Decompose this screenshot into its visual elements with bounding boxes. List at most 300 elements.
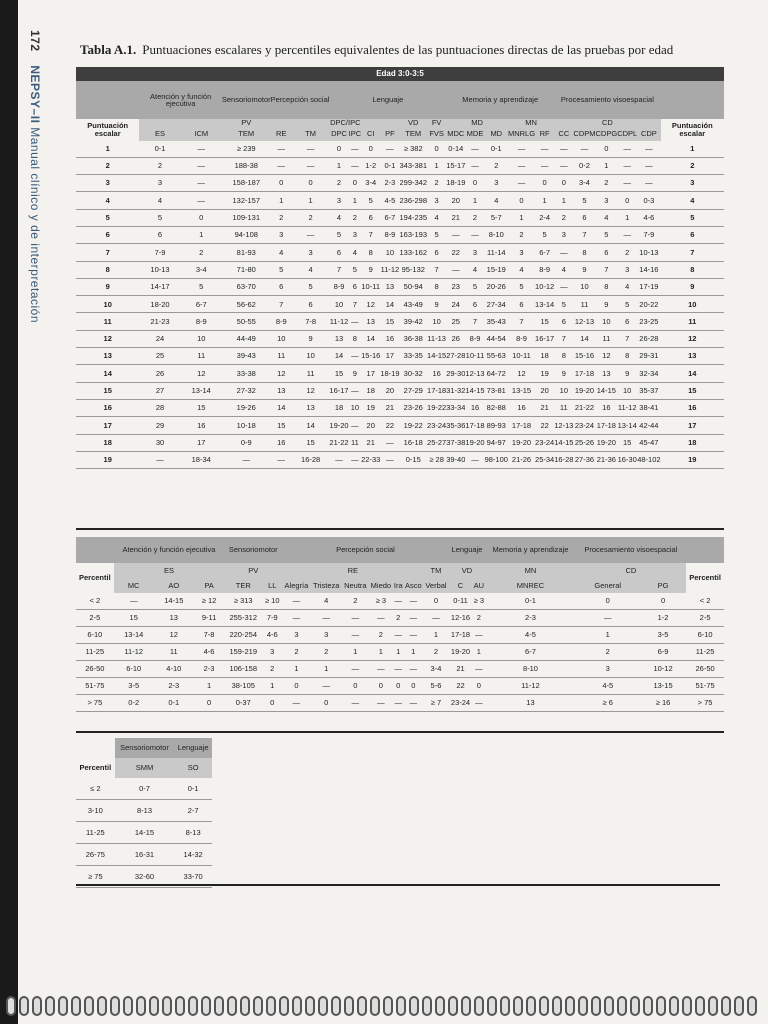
table-cell: 10-18 — [222, 417, 271, 434]
table-row — [76, 278, 724, 295]
spiral-ring — [45, 996, 55, 1016]
spiral-ring — [6, 996, 16, 1016]
table-cell: — — [282, 610, 310, 627]
table-cell: 23-24 — [535, 434, 554, 451]
table-cell: 2 — [76, 157, 139, 174]
table-cell: — — [342, 610, 369, 627]
table-cell: 0-1 — [174, 778, 212, 800]
t2-sub-es: ES — [163, 566, 174, 576]
table-cell: 13 — [380, 278, 399, 295]
table-cell: — — [271, 157, 292, 174]
table-cell: 15-16 — [573, 348, 595, 365]
table-cell: 25-27 — [427, 434, 446, 451]
t2-group-sensorimotor: Sensoriomotor — [224, 537, 282, 563]
group-social: Percepción social — [271, 81, 330, 119]
book-title-rest: Manual clínico y de interpretación — [28, 123, 42, 324]
table-cell: 3 — [282, 627, 310, 644]
table-cell: 27-28 — [446, 348, 465, 365]
table-cell: 20 — [535, 382, 554, 399]
table-cell: 255-312 — [224, 610, 262, 627]
table-cell: 18-34 — [181, 451, 222, 468]
table-cell: ≥ 3 — [369, 593, 393, 610]
table-cell: 13-14 — [535, 296, 554, 313]
spiral-ring — [396, 996, 406, 1016]
page-number: 172 — [28, 30, 42, 52]
table-cell: 33-34 — [446, 399, 465, 416]
table-cell: 23-26 — [400, 399, 428, 416]
table-cell: 15-17 — [446, 157, 465, 174]
table-cell: 5 — [329, 226, 348, 243]
table-cell: 22 — [535, 417, 554, 434]
table-cell: ≥ 7 — [423, 695, 448, 712]
table-cell: — — [380, 434, 399, 451]
table-cell: — — [369, 610, 393, 627]
table-cell: 16-18 — [400, 434, 428, 451]
table-cell: 0 — [282, 678, 310, 695]
sub-vd: VD — [408, 119, 419, 127]
table-cell: 7 — [596, 261, 618, 278]
table-cell: 6 — [554, 313, 573, 330]
table-cell: 23-24 — [449, 695, 473, 712]
table-cell: 163-193 — [400, 226, 428, 243]
table-cell: 16-28 — [554, 451, 573, 468]
spiral-ring — [175, 996, 185, 1016]
table-cell: 4 — [617, 278, 637, 295]
table-cell: — — [535, 141, 554, 158]
table3-bottom-rule — [76, 884, 720, 886]
table-cell: 95-132 — [400, 261, 428, 278]
table-cell: — — [292, 141, 330, 158]
table-cell: 0-7 — [115, 778, 175, 800]
table-cell: 17-18 — [449, 627, 473, 644]
table-cell: 10-13 — [637, 244, 660, 261]
table-cell: 23-25 — [637, 313, 660, 330]
table-cell: — — [380, 451, 399, 468]
table-cell: — — [637, 157, 660, 174]
table-row — [76, 627, 724, 644]
t2-col-header: Tristeza — [313, 581, 340, 591]
table-row — [76, 800, 212, 822]
table-cell: 30 — [139, 434, 180, 451]
table-cell: 12 — [154, 627, 194, 644]
table-cell: 158-187 — [222, 175, 271, 192]
table-cell: — — [423, 610, 448, 627]
table-cell: 159-219 — [224, 644, 262, 661]
spiral-ring — [279, 996, 289, 1016]
sub-md: MD — [471, 119, 483, 127]
spiral-ring — [435, 996, 445, 1016]
table-cell: — — [637, 141, 660, 158]
table-cell: 35-43 — [485, 313, 508, 330]
spiral-ring — [123, 996, 133, 1016]
table-cell: 15 — [380, 313, 399, 330]
table-cell: 0 — [271, 175, 292, 192]
table-cell: 2 — [576, 644, 640, 661]
table-cell: 20 — [380, 382, 399, 399]
table-cell: 51-75 — [76, 678, 114, 695]
table-cell: 37-38 — [446, 434, 465, 451]
t1-col-header: PF — [385, 128, 395, 138]
table-cell: 4-6 — [194, 644, 224, 661]
table-cell: 3 — [262, 644, 282, 661]
t1-col-header: CC — [558, 128, 570, 138]
table-cell: 6 — [465, 296, 484, 313]
table-cell: 51-75 — [686, 678, 724, 695]
table-cell: 9 — [554, 365, 573, 382]
table-cell: 12 — [76, 330, 139, 347]
table-cell: 0-15 — [400, 451, 428, 468]
table-cell: — — [181, 141, 222, 158]
table-cell: — — [181, 175, 222, 192]
table-cell: 6 — [361, 209, 380, 226]
table-cell: 3 — [554, 226, 573, 243]
spiral-ring — [617, 996, 627, 1016]
table-cell: 0-2 — [573, 157, 595, 174]
table-cell: 11-14 — [485, 244, 508, 261]
table-row — [76, 822, 212, 844]
table-cell: 10-13 — [139, 261, 180, 278]
table-cell: 0-1 — [485, 141, 508, 158]
table-cell: 17 — [661, 417, 724, 434]
table-cell: 10 — [596, 313, 618, 330]
table-cell: — — [349, 141, 362, 158]
table-cell: 11-12 — [380, 261, 399, 278]
table-cell: 0 — [403, 678, 423, 695]
table-cell: 22 — [446, 244, 465, 261]
t2-col-header: TER — [235, 581, 251, 591]
spiral-ring — [539, 996, 549, 1016]
table-cell: 16 — [661, 399, 724, 416]
table-cell: 45-47 — [637, 434, 660, 451]
table-cell: 2-7 — [174, 800, 212, 822]
t1-col-header: MD — [490, 128, 503, 138]
table-cell: 33-38 — [222, 365, 271, 382]
table-cell: 15 — [114, 610, 154, 627]
t2-group-social: Percepción social — [282, 537, 448, 563]
t2-sub-re: RE — [347, 566, 358, 576]
table-cell: 27-29 — [400, 382, 428, 399]
table-cell: 8-9 — [271, 313, 292, 330]
table-cell: — — [403, 593, 423, 610]
table-cell: ≥ 6 — [576, 695, 640, 712]
table-cell: 3-10 — [76, 800, 115, 822]
table-cell: — — [311, 678, 342, 695]
table-cell: 18-19 — [446, 175, 465, 192]
table-cell: 2 — [271, 209, 292, 226]
spiral-ring — [552, 996, 562, 1016]
table-cell: 29-31 — [637, 348, 660, 365]
spiral-ring — [149, 996, 159, 1016]
t1-col-header: TEM — [238, 128, 255, 138]
table-cell: 81-93 — [222, 244, 271, 261]
table-cell: 13 — [661, 348, 724, 365]
table-cell: 4 — [427, 209, 446, 226]
table-cell: 8-10 — [485, 226, 508, 243]
table-cell: 0 — [640, 593, 686, 610]
table-cell: — — [349, 157, 362, 174]
table-cell: — — [554, 141, 573, 158]
table-cell: 12 — [508, 365, 535, 382]
running-header — [24, 30, 46, 360]
table-cell: 12-16 — [449, 610, 473, 627]
table-cell: — — [181, 192, 222, 209]
table-cell: 11-25 — [686, 644, 724, 661]
table-cell: 2-4 — [535, 209, 554, 226]
sub-mn: MN — [525, 119, 537, 127]
table-cell: — — [349, 451, 362, 468]
table1-bottom-rule — [76, 528, 724, 530]
table-cell: 27-36 — [573, 451, 595, 468]
table-cell: 15 — [76, 382, 139, 399]
table-cell: 6 — [661, 226, 724, 243]
table-cell: 7 — [661, 244, 724, 261]
table-cell: 10 — [292, 348, 330, 365]
spiral-ring — [500, 996, 510, 1016]
table-row — [76, 593, 724, 610]
table-cell: 11 — [661, 313, 724, 330]
table-cell: 0 — [292, 175, 330, 192]
t1-col-header: FVS — [429, 128, 444, 138]
table-cell: 27 — [139, 382, 180, 399]
t2-col-header: General — [594, 581, 622, 591]
table-cell: 2 — [349, 209, 362, 226]
table-cell: 1 — [554, 192, 573, 209]
table-cell: 4-6 — [262, 627, 282, 644]
table-cell: 9 — [573, 261, 595, 278]
table-cell: — — [369, 661, 393, 678]
table-row — [76, 778, 212, 800]
table-cell: 3-5 — [640, 627, 686, 644]
table-cell: 0 — [423, 593, 448, 610]
table-cell: 2 — [262, 661, 282, 678]
table-cell: 5 — [181, 278, 222, 295]
spiral-ring — [162, 996, 172, 1016]
table-cell: 16-31 — [115, 844, 175, 866]
table-cell: 22-33 — [361, 451, 380, 468]
table-cell: — — [114, 593, 154, 610]
spiral-ring — [32, 996, 42, 1016]
table-cell: 1 — [76, 141, 139, 158]
table-cell: 0 — [329, 141, 348, 158]
table-cell: 2 — [292, 209, 330, 226]
table-cell: 24 — [446, 296, 465, 313]
spiral-ring — [370, 996, 380, 1016]
table-cell: 21-23 — [139, 313, 180, 330]
table-cell: 39-42 — [400, 313, 428, 330]
table-cell: 14-15 — [465, 382, 484, 399]
table-row — [76, 244, 724, 261]
table-cell: — — [465, 157, 484, 174]
table-cell: 1 — [403, 644, 423, 661]
group-attention: Atención y función ejecutiva — [139, 81, 221, 119]
sub-dpc: DPC/IPC — [330, 119, 361, 127]
table-cell: 2 — [329, 175, 348, 192]
t2-col-header: PG — [657, 581, 669, 591]
spiral-ring — [136, 996, 146, 1016]
table-cell: 12 — [661, 330, 724, 347]
table-cell: — — [329, 451, 348, 468]
table-cell: — — [472, 627, 485, 644]
table-cell: 0 — [369, 678, 393, 695]
table-cell: 2 — [282, 644, 310, 661]
table-cell: 3 — [139, 175, 180, 192]
table-cell: 1-2 — [361, 157, 380, 174]
table-cell: 4 — [349, 244, 362, 261]
table-cell: 2-3 — [380, 175, 399, 192]
spiral-ring — [656, 996, 666, 1016]
table-cell: 0-11 — [449, 593, 473, 610]
table-cell: 188-38 — [222, 157, 271, 174]
table-cell: 1 — [427, 157, 446, 174]
table-cell: 33-70 — [174, 866, 212, 888]
table-cell: 9 — [617, 365, 637, 382]
t2-col-header: Ira — [393, 581, 403, 591]
table-cell: 0 — [617, 192, 637, 209]
spiral-ring — [591, 996, 601, 1016]
t2-col-header: Miedo — [370, 581, 392, 591]
table-cell: 9 — [292, 330, 330, 347]
t2-col-header: AO — [168, 581, 180, 591]
table-cell: 0 — [361, 141, 380, 158]
t1-col-header: DPC — [331, 128, 347, 138]
table-cell: 2 — [472, 610, 485, 627]
table-cell: < 2 — [76, 593, 114, 610]
scaled-score-header-left: Puntuación escalar — [76, 119, 139, 141]
table-cell: 89-93 — [485, 417, 508, 434]
table-cell: 42-44 — [637, 417, 660, 434]
table-cell: 8 — [349, 330, 362, 347]
spiral-ring — [292, 996, 302, 1016]
table-cell: 35-37 — [637, 382, 660, 399]
table-cell: 11 — [292, 365, 330, 382]
table-cell: 29-30 — [446, 365, 465, 382]
group-sensorimotor: Sensoriomotor — [222, 81, 271, 119]
table-cell: — — [508, 157, 535, 174]
table-cell: > 75 — [686, 695, 724, 712]
table-cell: 0 — [311, 695, 342, 712]
table-cell: 3 — [329, 192, 348, 209]
table-cell: 5 — [76, 209, 139, 226]
table-cell: 14 — [329, 348, 348, 365]
table-cell: 16-17 — [329, 382, 348, 399]
table-cell: 28 — [139, 399, 180, 416]
table-cell: 16-30 — [617, 451, 637, 468]
table-row — [76, 192, 724, 209]
t2-group-language: Lenguaje — [449, 537, 486, 563]
table-cell: 98-100 — [485, 451, 508, 468]
table-cell: 26-75 — [76, 844, 115, 866]
t2-sub-mn: MN — [524, 566, 537, 576]
table-cell: 4 — [661, 192, 724, 209]
table-row — [76, 678, 724, 695]
table-cell: — — [535, 157, 554, 174]
table-cell: ≥ 75 — [76, 866, 115, 888]
table-cell: 10 — [76, 296, 139, 313]
table-cell: — — [349, 313, 362, 330]
table-cell: 299-342 — [400, 175, 428, 192]
table-cell: 3 — [465, 244, 484, 261]
binder-edge — [0, 0, 18, 1024]
table-cell: — — [403, 661, 423, 678]
table-cell: 13 — [329, 330, 348, 347]
table-cell: 21 — [380, 399, 399, 416]
table-cell: 1 — [596, 157, 618, 174]
t2-sub-pv: PV — [248, 566, 259, 576]
table-cell: 19 — [361, 399, 380, 416]
t3-percentile-header: Percentil — [76, 758, 115, 778]
table-cell: — — [403, 627, 423, 644]
table-row — [76, 348, 724, 365]
table-cell: 1-2 — [640, 610, 686, 627]
table-cell: 10 — [661, 296, 724, 313]
table-cell: — — [282, 695, 310, 712]
table-cell: 12 — [361, 296, 380, 313]
spiral-ring — [422, 996, 432, 1016]
table-cell: 8-9 — [508, 330, 535, 347]
table-cell: 14-15 — [115, 822, 175, 844]
table-cell: 50-55 — [222, 313, 271, 330]
table-cell: 94-108 — [222, 226, 271, 243]
table-cell: 23-24 — [427, 417, 446, 434]
table-cell: 17 — [181, 434, 222, 451]
table-cell: 26-50 — [686, 661, 724, 678]
table-cell: 8 — [76, 261, 139, 278]
table-cell: 13-14 — [617, 417, 637, 434]
table-cell: 18 — [361, 382, 380, 399]
table-cell: 6 — [329, 244, 348, 261]
table-cell: 1 — [508, 209, 535, 226]
table-cell: 2 — [596, 175, 618, 192]
table-cell: 8 — [427, 278, 446, 295]
table-cell: — — [271, 451, 292, 468]
table-cell: 7 — [271, 296, 292, 313]
table-cell: 31-32 — [446, 382, 465, 399]
table-row — [76, 365, 724, 382]
table-cell: 8 — [661, 261, 724, 278]
spiral-ring — [110, 996, 120, 1016]
table-cell: 106-158 — [224, 661, 262, 678]
table-cell: 0 — [393, 678, 403, 695]
table-cell: 17 — [76, 417, 139, 434]
table-cell: 9-11 — [194, 610, 224, 627]
table-cell: 12 — [292, 382, 330, 399]
table-cell: 15 — [292, 434, 330, 451]
table-cell: 25-26 — [573, 434, 595, 451]
t1-col-header: IPC — [348, 128, 362, 138]
table-cell: 1 — [349, 192, 362, 209]
table-cell: ≥ 16 — [640, 695, 686, 712]
table-cell: 10 — [181, 330, 222, 347]
table-cell: 71-80 — [222, 261, 271, 278]
table-cell: 4-5 — [576, 678, 640, 695]
table-cell: 73-81 — [485, 382, 508, 399]
table-cell: 2-3 — [154, 678, 194, 695]
table-cell: 5-6 — [423, 678, 448, 695]
table-cell: 43-49 — [400, 296, 428, 313]
table-cell: 4 — [139, 192, 180, 209]
table-cell: — — [617, 141, 637, 158]
table-cell: 26 — [446, 330, 465, 347]
table-cell: — — [342, 695, 369, 712]
t3-col-header: SMM — [135, 763, 154, 773]
table-cell: 6-10 — [114, 661, 154, 678]
table-cell: 5 — [535, 226, 554, 243]
table-cell: 6 — [292, 296, 330, 313]
table-cell: 3-4 — [181, 261, 222, 278]
table-cell: 3 — [427, 192, 446, 209]
table-cell: 5 — [427, 226, 446, 243]
t1-col-header: TM — [305, 128, 317, 138]
